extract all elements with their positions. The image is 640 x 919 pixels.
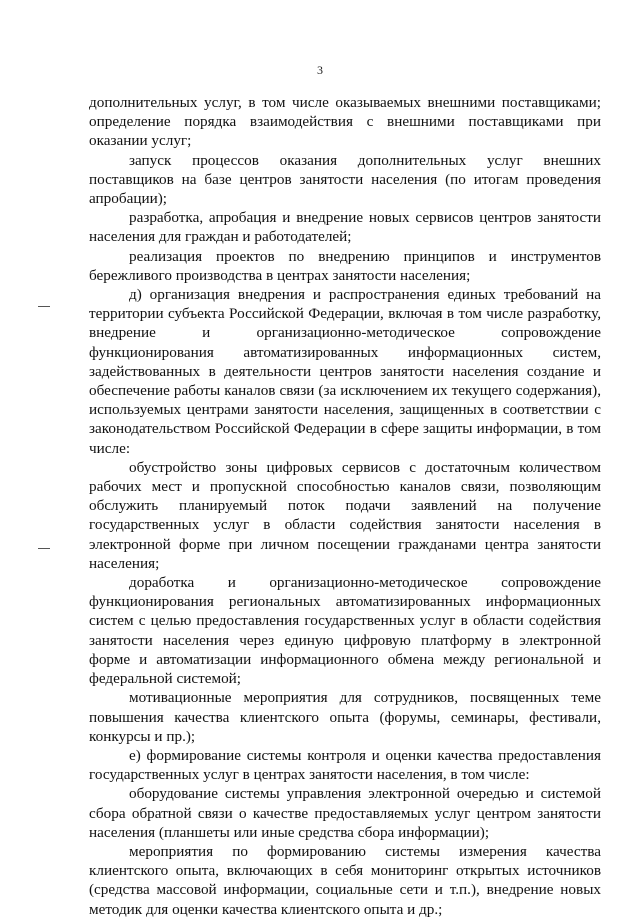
page-number: 3: [317, 63, 323, 77]
paragraph-measurement: мероприятия по формированию системы измерения качества клиентского опыта, включающих в себя мониторинг открытых источников (средства массовой информации, социальные сети и т.п.), внедрение новых методик для оценки качества клиентского опыта и др.;: [89, 842, 601, 918]
paragraph-item-d: д) организация внедрения и распространения единых требований на территории субъекта Российской Федерации, включая в том числе разработку, внедрение и организационно-методическое сопровождение функционирования автоматизированных информационных систем, задействованных в деятельности центров занятости населения создание и обеспечение работы каналов связи (за исключением их текущего содержания), используемых центрами занятости населения, защищенных в соответствии с законодательством Российской Федерации в сфере защиты информации, в том числе:: [89, 286, 601, 457]
paragraph-regional-systems: доработка и организационно-методическое сопровождение функционирования региональных автоматизированных информационных систем с целью предоставления государственных услуг в области содействия занятости населения через единую цифровую платформу в электронной форме и автоматизации информационного обмена между региональной и федеральной системой;: [89, 574, 601, 688]
paragraph-launch-services: запуск процессов оказания дополнительных услуг внешних поставщиков на базе центров занятости населения (по итогам проведения апробации);: [89, 151, 601, 208]
paragraph-item-e: е) формирование системы контроля и оценки качества предоставления государственных услуг в центрах занятости населения, в том числе:: [89, 746, 601, 784]
paragraph-continuation: дополнительных услуг, в том числе оказываемых внешними поставщиками; определение порядка взаимодействия с внешними поставщиками при оказании услуг;: [89, 94, 601, 150]
margin-mark: [38, 548, 50, 549]
margin-mark: [38, 306, 50, 307]
paragraph-motivation: мотивационные мероприятия для сотрудников, посвященных теме повышения качества клиентского опыта (форумы, семинары, фестивали, конкурсы и пр.);: [89, 689, 601, 745]
paragraph-queue-system: оборудование системы управления электронной очередью и системой сбора обратной связи о качестве предоставляемых услуг центром занятости населения (планшеты или иные средства сбора информации);: [89, 785, 601, 841]
paragraph-lean-production: реализация проектов по внедрению принципов и инструментов бережливого производства в центрах занятости населения;: [89, 247, 601, 284]
document-body: [89, 93, 601, 919]
paragraph-new-services: разработка, апробация и внедрение новых сервисов центров занятости населения для граждан и работодателей;: [89, 209, 601, 246]
paragraph-digital-zone: обустройство зоны цифровых сервисов с достаточным количеством рабочих мест и пропускной способностью каналов связи, позволяющим обслужить планируемый поток подачи заявлений на получение государственных услуг в области содействия занятости населения в электронной форме при личном посещении гражданами центра занятости населения;: [89, 458, 601, 572]
